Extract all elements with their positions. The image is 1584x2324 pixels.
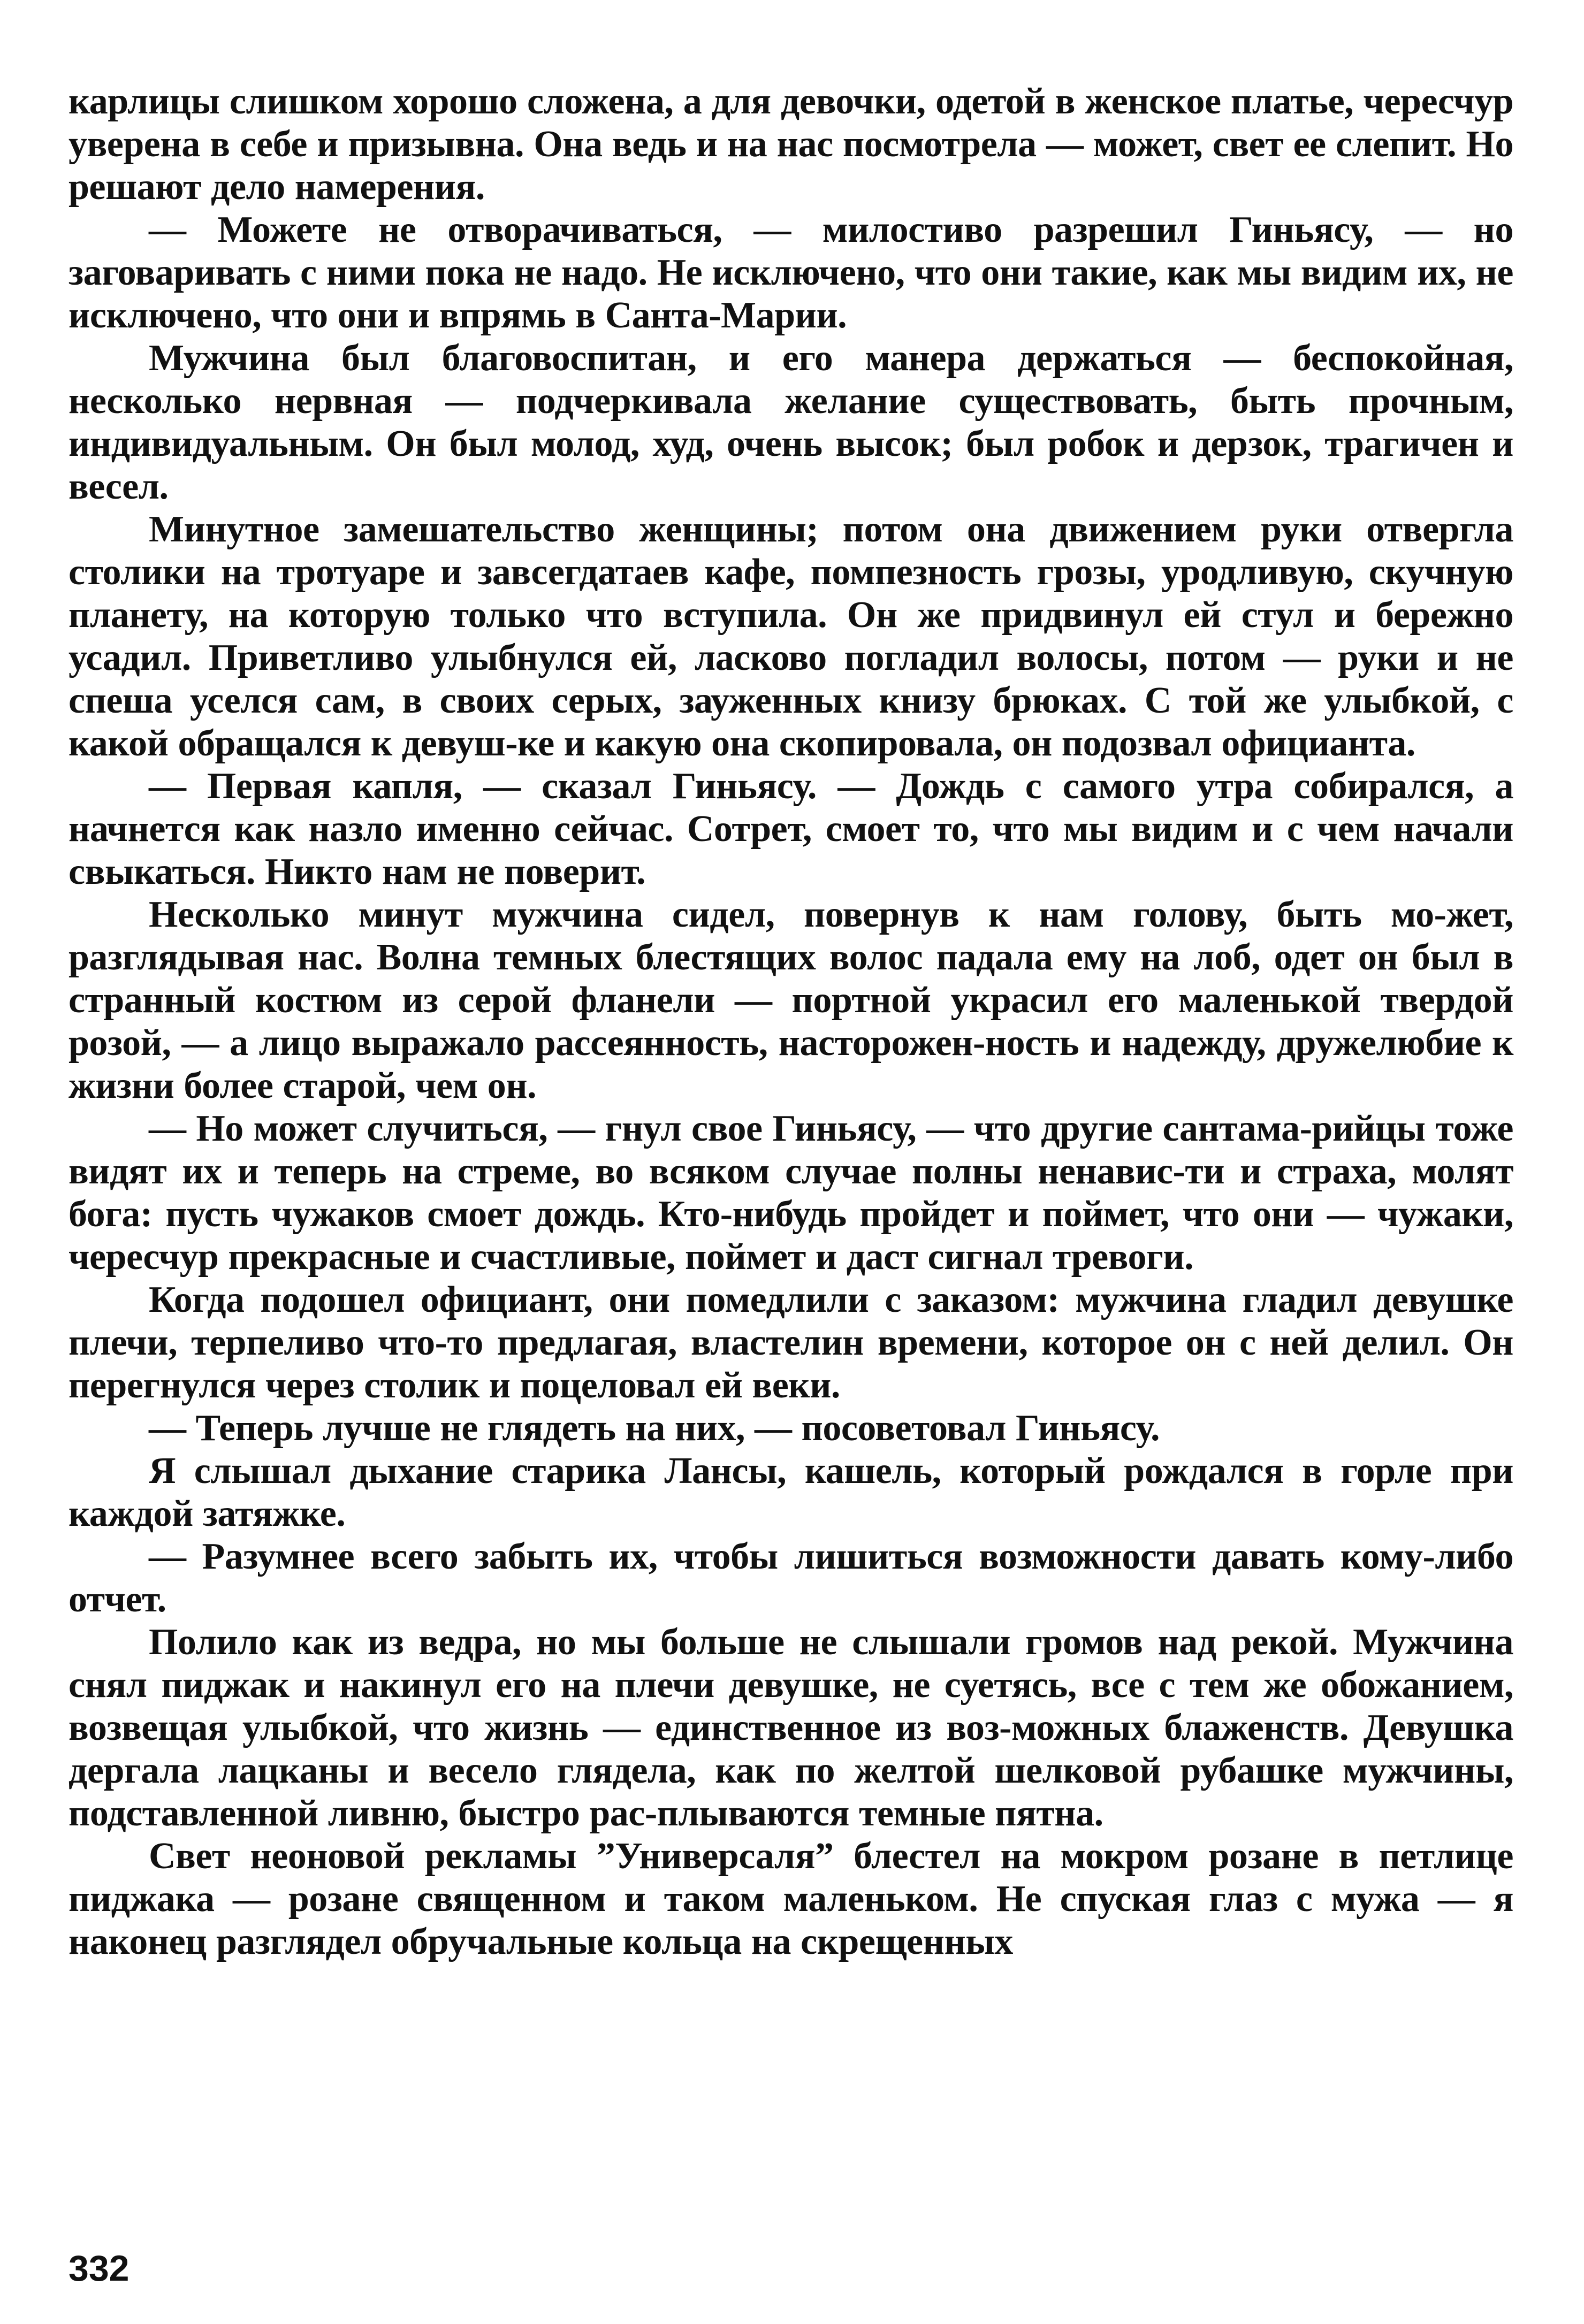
paragraph-5: — Первая капля, — сказал Гиньясу. — Дождь с самого утра собирался, а начнется как назло именно сейчас. Сотрет, смоет то, что мы видим и с чем начали свыкаться. Никто нам не поверит. [68,766,1513,892]
paragraph-6: Несколько минут мужчина сидел, повернув к нам голову, быть мо-жет, разглядывая нас. Волна темных блестящих волос падала ему на лоб, одет он был в странный костюм из серой фланели — портной украсил его маленькой твердой розой, — а лицо выражало рассеянность, насторожен-ность и надежду, дружелюбие к жизни более старой, чем он. [68,894,1513,1106]
page-number: 332 [68,2248,130,2289]
paragraph-10: Я слышал дыхание старика Лансы, кашель, который рождался в горле при каждой затяжке. [68,1450,1513,1534]
paragraph-3: Мужчина был благовоспитан, и его манера держаться — беспокойная, несколько нервная — подчеркивала желание существовать, быть прочным, индивидуальным. Он был молод, худ, очень высок; был робок и дерзок, трагичен и весел. [68,338,1513,507]
paragraph-7: — Но может случиться, — гнул свое Гиньясу, — что другие сантама-рийцы тоже видят их и теперь на стреме, во всяком случае полны ненавис-ти и страха, молят бога: пусть чужаков смоет дождь. Кто-нибудь пройдет и поймет, что они — чужаки, чересчур прекрасные и счастливые, поймет и даст сигнал тревоги. [68,1108,1513,1278]
paragraph-11: — Разумнее всего забыть их, чтобы лишиться возможности давать кому-либо отчет. [68,1536,1513,1620]
paragraph-8: Когда подошел официант, они помедлили с заказом: мужчина гладил девушке плечи, терпеливо что-то предлагая, властелин времени, которое он с ней делил. Он перегнулся через столик и поцеловал ей веки. [68,1279,1513,1406]
paragraph-9: — Теперь лучше не глядеть на них, — посоветовал Гиньясу. [149,1408,1160,1449]
paragraph-4: Минутное замешательство женщины; потом она движением руки отвергла столики на тротуаре и завсегдатаев кафе, помпезность грозы, уродливую, скучную планету, на которую только что вступила. Он же придвинул ей стул и бережно усадил. Приветливо улыбнулся ей, ласково погладил волосы, потом — руки и не спеша уселся сам, в своих серых, зауженных книзу брюках. С той же улыбкой, с какой обращался к девуш-ке и какую она скопировала, он подозвал официанта. [68,509,1513,764]
paragraph-2: — Можете не отворачиваться, — милостиво разрешил Гиньясу, — но заговаривать с ними пока не надо. Не исключено, что они такие, как мы видим их, не исключено, что они и впрямь в Санта-Марии. [68,209,1513,336]
paragraph-13: Свет неоновой рекламы ”Универсаля” блестел на мокром розане в петлице пиджака — розане священном и таком маленьком. Не спуская глаз с мужа — я наконец разглядел обручальные кольца на скрещенных [68,1836,1513,1962]
paragraph-12: Полило как из ведра, но мы больше не слышали громов над рекой. Мужчина снял пиджак и накинул его на плечи девушке, не суетясь, все с тем же обожанием, возвещая улыбкой, что жизнь — единственное из воз-можных блаженств. Девушка дергала лацканы и весело глядела, как по желтой шелковой рубашке мужчины, подставленной ливню, быстро рас-плываются темные пятна. [68,1622,1513,1834]
paragraph-1: карлицы слишком хорошо сложена, а для девочки, одетой в женское платье, чересчур уверена в себе и призывна. Она ведь и на нас посмотрела — может, свет ее слепит. Но решают дело намерения. [68,81,1513,208]
page-text [68,80,1513,1963]
